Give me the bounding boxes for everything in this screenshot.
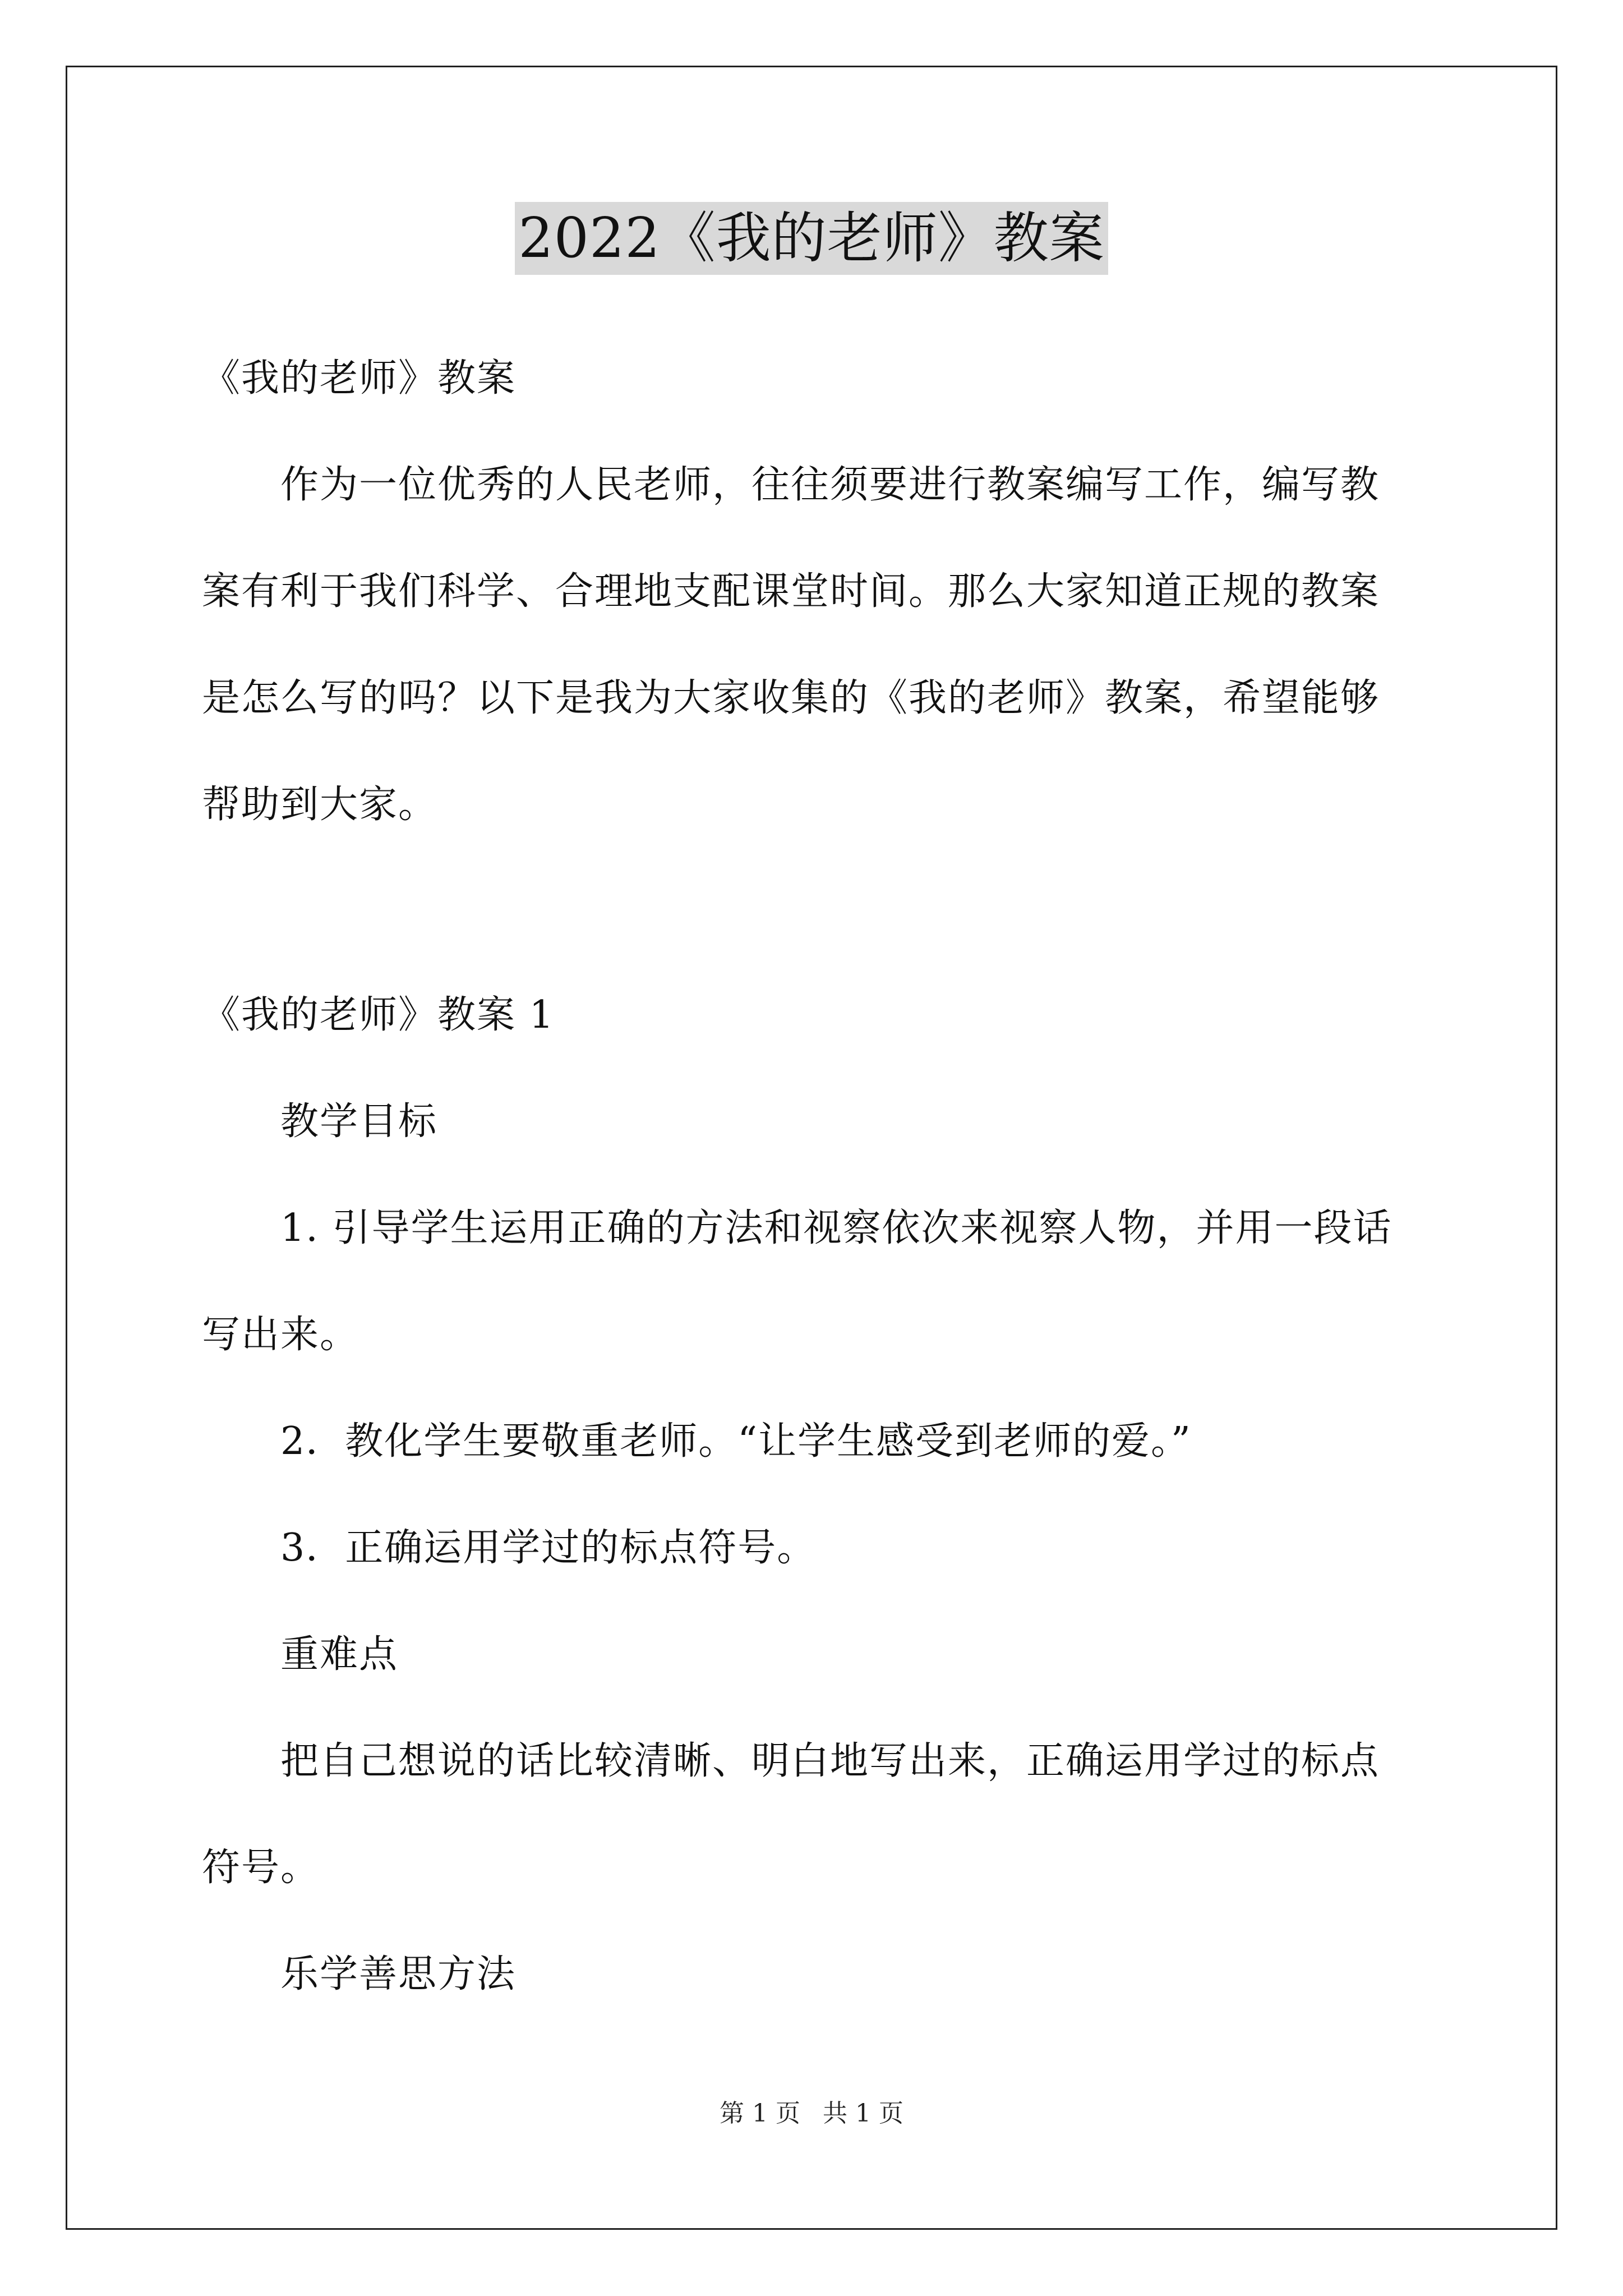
page-total: 共 1 页 <box>823 2099 903 2128</box>
difficulty-line-2: 符号。 <box>202 1846 320 1890</box>
difficulty-line-1: 把自己想说的话比较清晰、明白地写出来，正确运用学过的标点 <box>280 1739 1380 1783</box>
goal-1-line-1: 1. 引导学生运用正确的方法和视察依次来视察人物，并用一段话 <box>280 1206 1393 1250</box>
section-title: 《我的老师》教案 1 <box>202 993 555 1037</box>
document-title: 2022《我的老师》教案 <box>515 202 1108 275</box>
goal-1-line-2: 写出来。 <box>202 1313 359 1357</box>
goal-2: 2．教化学生要敬重老师。“让学生感受到老师的爱。” <box>280 1419 1192 1464</box>
page-number: 第 1 页 <box>720 2099 800 2128</box>
difficulty-heading: 重难点 <box>280 1632 399 1677</box>
intro-line-4: 帮助到大家。 <box>202 783 438 827</box>
title-container <box>0 202 1623 275</box>
intro-line-2: 案有利于我们科学、合理地支配课堂时间。那么大家知道正规的教案 <box>202 569 1380 614</box>
method-heading: 乐学善思方法 <box>280 1952 517 1996</box>
goals-heading: 教学目标 <box>280 1099 438 1144</box>
intro-line-1: 作为一位优秀的人民老师，往往须要进行教案编写工作，编写教 <box>280 463 1380 507</box>
page-footer <box>0 2097 1623 2131</box>
goal-3: 3．正确运用学过的标点符号。 <box>280 1526 817 1570</box>
subtitle: 《我的老师》教案 <box>202 356 517 401</box>
intro-line-3: 是怎么写的吗？以下是我为大家收集的《我的老师》教案，希望能够 <box>202 676 1380 720</box>
